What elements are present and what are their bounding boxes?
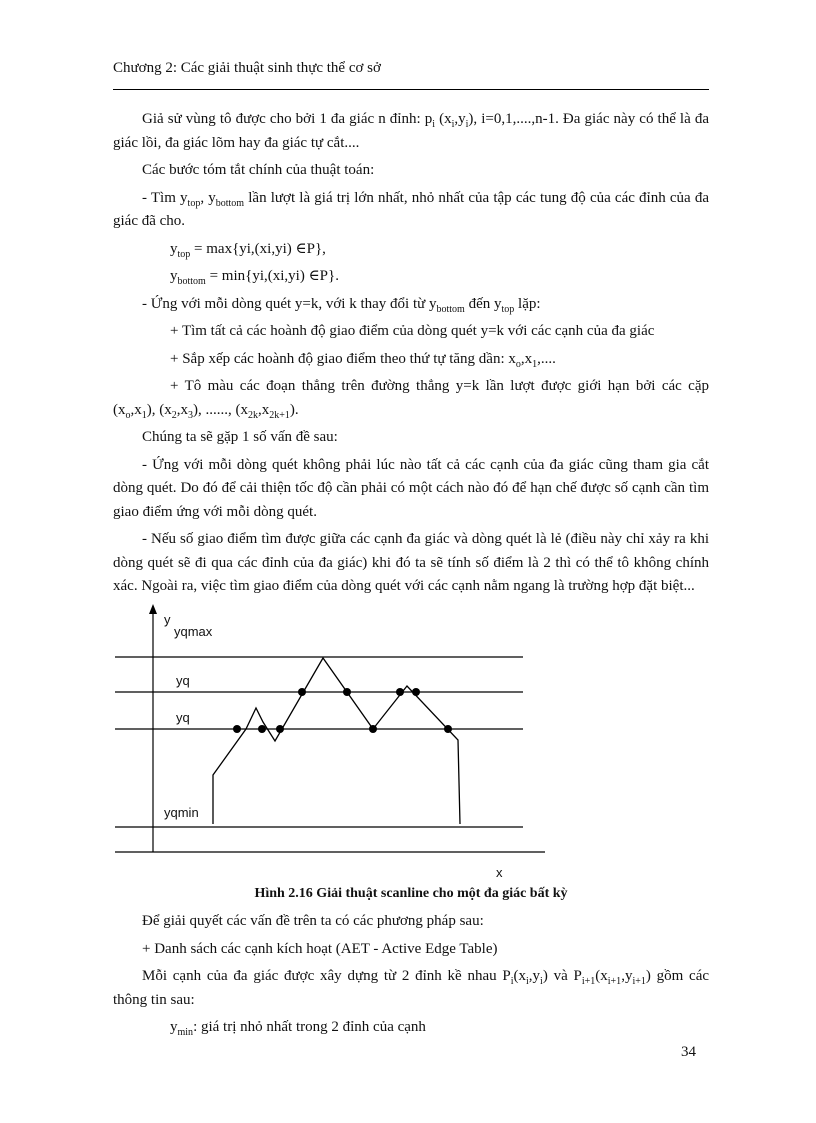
scanline-figure: [113, 600, 553, 880]
substep-sort-intersections: + Sắp xếp các hoành độ giao điểm theo thứ tự tăng dần: $x_o,x_1$,....: [170, 350, 556, 370]
intersection-point: [233, 725, 241, 733]
steps-intro: Các bước tóm tắt chính của thuật toán:: [142, 162, 375, 178]
figure-caption: Hình 2.16 Giải thuật scanline cho một đa giác bất kỳ: [254, 886, 568, 901]
intersection-point: [412, 688, 420, 696]
solve-intro: Để giải quyết các vấn đề trên ta có các phương pháp sau:: [142, 913, 484, 929]
step-scanline-loop: - Ứng với mỗi dòng quét y=k, với k thay đổi từ $y_{bottom}$ đến $y_{top}$ lặp:: [142, 295, 541, 315]
body-text-top: [113, 108, 709, 599]
problem-odd-intersections: - Nếu số giao điểm tìm được giữa các cạnh đa giác và dòng quét là lẻ (điều này chỉ xảy ra khi dòng quét sẽ đi qua các đỉnh của đa giác) khi đó ta sẽ tính số điểm là 2 thì có thể tô không chính xác. Ngoài ra, việc tìm giao điểm của dòng quét với các cạnh nằm ngang là trường hợp đặt biệt...: [113, 531, 709, 594]
aet-heading: + Danh sách các cạnh kích hoạt (AET - Active Edge Table): [142, 940, 498, 957]
step-find-ytop-ybottom: - Tìm $y_{top}$, $y_{bottom}$ lần lượt là giá trị lớn nhất, nhỏ nhất của tập các tung độ của các đỉnh của đa giác đã cho.: [113, 189, 710, 229]
polygon-outline: [213, 658, 460, 824]
edge-info-paragraph: Mỗi cạnh của đa giác được xây dựng từ 2 đỉnh kề nhau $P_i(x_i,y_i)$ và $P_{i+1}(x_{i+1},y_{i+1})$ gồm các thông tin sau:: [113, 968, 710, 1008]
intersection-point: [369, 725, 377, 733]
intersection-point: [298, 688, 306, 696]
formula-ytop: $y_{top} = \max\{yi,(xi,yi)$ ∈P},: [170, 240, 326, 260]
label-yq1: yq: [176, 673, 190, 688]
label-yqmin: yqmin: [164, 805, 199, 820]
formula-ybottom: $y_{bottom} = \min\{yi,(xi,yi)$ ∈P}.: [170, 268, 339, 287]
intersection-point: [396, 688, 404, 696]
page-number: 34: [681, 1044, 696, 1060]
substep-fill-segments: + Tô màu các đoạn thẳng trên đường thẳng y=k lần lượt được giới hạn bởi các cặp $(x_o,x_1)$, $(x_2,x_3)$, ......, $(x_{2k},x_{2k+1})$.: [113, 378, 709, 421]
page-header: Chương 2: Các giải thuật sinh thực thể cơ sở: [113, 60, 381, 76]
header-rule: [113, 89, 709, 90]
problem-edge-selection: - Ứng với mỗi dòng quét không phải lúc nào tất cả các cạnh của đa giác cũng tham gia cắt dòng quét. Do đó để cải thiện tốc độ cần phải có một cách nào đó để hạn chế được số cạnh cần tìm giao điểm ứng với mỗi dòng quét.: [113, 456, 709, 520]
body-text-bottom: [113, 910, 709, 1040]
ymin-definition: $y_{min}$: giá trị nhỏ nhất trong 2 đỉnh của cạnh: [170, 1019, 426, 1038]
intersection-point: [258, 725, 266, 733]
paragraph-polygon-definition: Giả sử vùng tô được cho bởi 1 đa giác n đỉnh: $p_i$ $(x_i,y_i)$, i=0,1,....,n-1. Đa giác này có thể là đa giác lồi, đa giác lõm hay đa giác tự cắt....: [113, 111, 709, 151]
label-y: y: [164, 612, 171, 627]
substep-find-intersections: + Tìm tất cả các hoành độ giao điểm của dòng quét y=k với các cạnh của đa giác: [170, 323, 655, 339]
intersection-point: [444, 725, 452, 733]
y-axis-arrow: [149, 604, 157, 614]
intersection-point: [343, 688, 351, 696]
problems-intro: Chúng ta sẽ gặp 1 số vấn đề sau:: [142, 429, 338, 445]
label-yqmax: yqmax: [174, 624, 213, 639]
scanline-diagram: [113, 600, 553, 880]
intersection-point: [276, 725, 284, 733]
label-yq2: yq: [176, 710, 190, 725]
label-x: x: [496, 865, 503, 880]
